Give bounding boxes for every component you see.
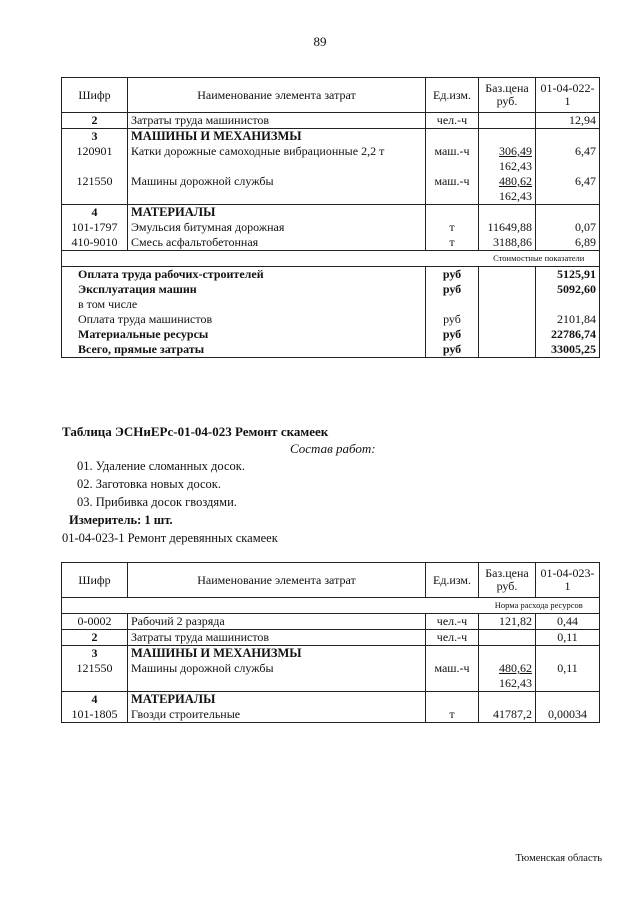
row-code: 2 — [62, 113, 128, 129]
row-unit: маш.-ч — [426, 174, 479, 205]
row-value: 6,47 — [536, 174, 600, 205]
header-price: Баз.цена руб. — [479, 563, 536, 598]
price-current: 480,62 — [499, 661, 532, 675]
row-price: 41787,2 — [479, 707, 536, 723]
row-unit: чел.-ч — [426, 113, 479, 129]
meter-label: Измеритель: 1 шт. — [69, 513, 173, 527]
row-code: 101-1797 — [62, 220, 128, 235]
header-norm-code: 01-04-022-1 — [536, 78, 600, 113]
table-row — [62, 707, 600, 723]
table-title: Таблица ЭСНиЕРс-01-04-023 Ремонт скамеек — [62, 424, 329, 439]
table-row — [62, 205, 600, 221]
row-unit — [426, 692, 479, 708]
header-name: Наименование элемента затрат — [128, 563, 426, 598]
cost-price — [479, 312, 536, 327]
row-price — [479, 174, 536, 205]
row-unit: т — [426, 235, 479, 251]
header-price: Баз.цена руб. — [479, 78, 536, 113]
cost-label: Материальные ресурсы — [62, 327, 426, 342]
row-name: Эмульсия битумная дорожная — [128, 220, 426, 235]
resource-table-2 — [61, 562, 600, 723]
row-unit: т — [426, 707, 479, 723]
row-code: 121550 — [62, 174, 128, 205]
row-name: Затраты труда машинистов — [128, 113, 426, 129]
table-row — [62, 630, 600, 646]
row-price — [479, 113, 536, 129]
price-base: 162,43 — [499, 676, 532, 690]
table-row — [62, 129, 600, 145]
work-item: 03. Прибивка досок гвоздями. — [77, 495, 237, 509]
cost-label: Оплата труда машинистов — [62, 312, 426, 327]
cost-price — [479, 267, 536, 283]
cost-header-row — [62, 251, 600, 267]
cost-value: 33005,25 — [536, 342, 600, 358]
cost-unit: руб — [426, 312, 479, 327]
row-value: 0,11 — [536, 661, 600, 692]
row-price — [479, 692, 536, 708]
price-base: 162,43 — [499, 189, 532, 203]
cost-value: 22786,74 — [536, 327, 600, 342]
row-unit — [426, 646, 479, 662]
row-name: МАШИНЫ И МЕХАНИЗМЫ — [128, 129, 426, 145]
norm-header-row — [62, 598, 600, 614]
row-value — [536, 205, 600, 221]
header-unit: Ед.изм. — [426, 563, 479, 598]
row-code: 3 — [62, 646, 128, 662]
cost-price — [479, 342, 536, 358]
cost-value: 2101,84 — [536, 312, 600, 327]
row-value: 6,47 — [536, 144, 600, 174]
row-unit: чел.-ч — [426, 630, 479, 646]
row-code: 2 — [62, 630, 128, 646]
row-code: 4 — [62, 205, 128, 221]
row-value — [536, 692, 600, 708]
row-name: Рабочий 2 разряда — [128, 614, 426, 630]
cost-row — [62, 282, 600, 297]
row-unit: чел.-ч — [426, 614, 479, 630]
row-code: 120901 — [62, 144, 128, 174]
header-code: Шифр — [62, 563, 128, 598]
row-name: Машины дорожной службы — [128, 661, 426, 692]
row-name: Смесь асфальтобетонная — [128, 235, 426, 251]
row-unit — [426, 205, 479, 221]
row-price: 3188,86 — [479, 235, 536, 251]
work-item: 02. Заготовка новых досок. — [77, 477, 222, 491]
cost-unit: руб — [426, 327, 479, 342]
row-code: 410-9010 — [62, 235, 128, 251]
row-value: 12,94 — [536, 113, 600, 129]
row-value: 0,44 — [536, 614, 600, 630]
cost-label: в том числе — [62, 297, 426, 312]
row-price — [479, 630, 536, 646]
row-unit: маш.-ч — [426, 144, 479, 174]
table-row — [62, 661, 600, 692]
cost-row — [62, 267, 600, 283]
row-price: 11649,88 — [479, 220, 536, 235]
row-value: 6,89 — [536, 235, 600, 251]
row-name: Гвозди строительные — [128, 707, 426, 723]
row-value: 0,07 — [536, 220, 600, 235]
cost-row — [62, 312, 600, 327]
cost-value: 5125,91 — [536, 267, 600, 283]
price-current: 480,62 — [499, 174, 532, 188]
row-value: 0,11 — [536, 630, 600, 646]
cost-value — [536, 297, 600, 312]
cost-header: Стоимостные показатели — [479, 251, 600, 267]
table-row — [62, 692, 600, 708]
work-item: 01. Удаление сломанных досок. — [77, 459, 245, 473]
row-price — [479, 205, 536, 221]
header-code: Шифр — [62, 78, 128, 113]
row-name: Машины дорожной службы — [128, 174, 426, 205]
cost-row — [62, 342, 600, 358]
row-name: Затраты труда машинистов — [128, 630, 426, 646]
row-name: Катки дорожные самоходные вибрационные 2,2 т — [128, 144, 426, 174]
cost-value: 5092,60 — [536, 282, 600, 297]
row-value — [536, 646, 600, 662]
cost-header-spacer — [62, 251, 479, 267]
cost-label: Эксплуатация машин — [62, 282, 426, 297]
row-unit: т — [426, 220, 479, 235]
cost-unit: руб — [426, 342, 479, 358]
row-code: 4 — [62, 692, 128, 708]
table-row — [62, 174, 600, 205]
row-name: МАТЕРИАЛЫ — [128, 692, 426, 708]
row-price — [479, 144, 536, 174]
cost-row — [62, 297, 600, 312]
row-code: 101-1805 — [62, 707, 128, 723]
cost-price — [479, 327, 536, 342]
table-row — [62, 220, 600, 235]
price-base: 162,43 — [499, 159, 532, 173]
cost-row — [62, 327, 600, 342]
cost-unit: руб — [426, 267, 479, 283]
row-price — [479, 646, 536, 662]
row-value — [536, 129, 600, 145]
row-name: МАШИНЫ И МЕХАНИЗМЫ — [128, 646, 426, 662]
norm-code-description: 01-04-023-1 Ремонт деревянных скамеек — [62, 531, 278, 545]
page-number: 89 — [313, 34, 327, 49]
row-price: 121,82 — [479, 614, 536, 630]
table-header-row — [62, 78, 600, 113]
row-price — [479, 129, 536, 145]
table-row — [62, 614, 600, 630]
row-code: 0-0002 — [62, 614, 128, 630]
price-current: 306,49 — [499, 144, 532, 158]
cost-price — [479, 282, 536, 297]
table-row — [62, 235, 600, 251]
header-unit: Ед.изм. — [426, 78, 479, 113]
row-name: МАТЕРИАЛЫ — [128, 205, 426, 221]
row-code: 3 — [62, 129, 128, 145]
table-row — [62, 113, 600, 129]
cost-unit — [426, 297, 479, 312]
header-name: Наименование элемента затрат — [128, 78, 426, 113]
footer-region: Тюменская область — [515, 853, 602, 864]
norm-header-spacer — [62, 598, 479, 614]
table-row — [62, 646, 600, 662]
row-unit: маш.-ч — [426, 661, 479, 692]
norm-header: Норма расхода ресурсов — [479, 598, 600, 614]
cost-price — [479, 297, 536, 312]
table-header-row — [62, 563, 600, 598]
row-unit — [426, 129, 479, 145]
row-price — [479, 661, 536, 692]
cost-label: Оплата труда рабочих-строителей — [62, 267, 426, 283]
row-code: 121550 — [62, 661, 128, 692]
header-norm-code: 01-04-023-1 — [536, 563, 600, 598]
work-composition-heading: Состав работ: — [290, 441, 376, 456]
cost-unit: руб — [426, 282, 479, 297]
cost-label: Всего, прямые затраты — [62, 342, 426, 358]
table-row — [62, 144, 600, 174]
resource-table-1 — [61, 77, 600, 358]
row-value: 0,00034 — [536, 707, 600, 723]
